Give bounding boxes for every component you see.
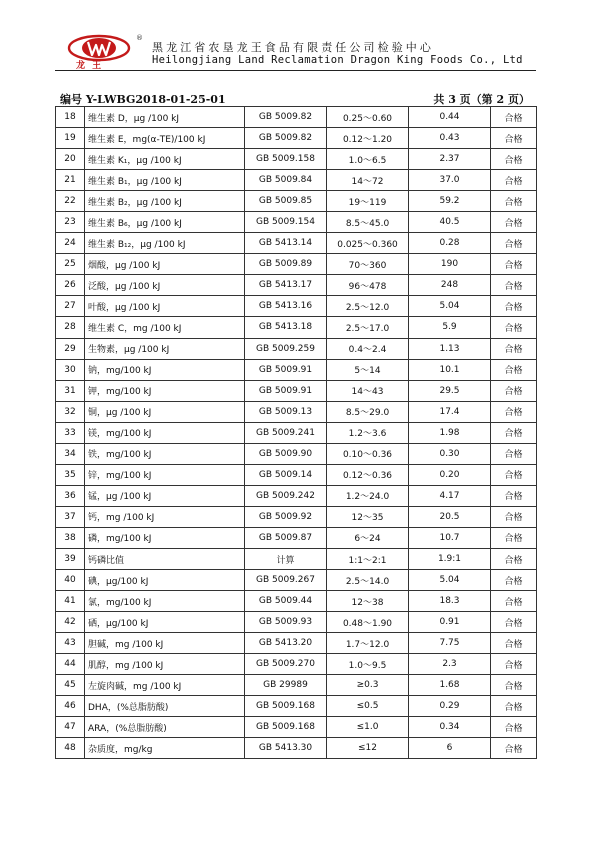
test-result-cell: 1.13 bbox=[409, 338, 491, 359]
test-result-cell: 0.29 bbox=[409, 696, 491, 717]
test-result-cell: 0.20 bbox=[409, 464, 491, 485]
verdict-cell: 合格 bbox=[491, 317, 537, 338]
test-method-cell: 计算 bbox=[245, 548, 327, 569]
verdict-cell: 合格 bbox=[491, 527, 537, 548]
test-result-cell: 2.37 bbox=[409, 149, 491, 170]
row-number-cell: 38 bbox=[56, 527, 85, 548]
test-result-cell: 190 bbox=[409, 254, 491, 275]
table-row bbox=[56, 464, 537, 485]
test-method-cell: GB 5009.259 bbox=[245, 338, 327, 359]
row-number-cell: 37 bbox=[56, 506, 85, 527]
table-row bbox=[56, 359, 537, 380]
row-number-cell: 39 bbox=[56, 548, 85, 569]
test-item-cell: 维生素 B₆，μg /100 kJ bbox=[85, 212, 245, 233]
verdict-cell: 合格 bbox=[491, 422, 537, 443]
test-method-cell: GB 5009.13 bbox=[245, 401, 327, 422]
standard-range-cell: 96～478 bbox=[327, 275, 409, 296]
test-result-cell: 40.5 bbox=[409, 212, 491, 233]
standard-range-cell: 0.10～0.36 bbox=[327, 443, 409, 464]
test-item-cell: 维生素 B₁₂，μg /100 kJ bbox=[85, 233, 245, 254]
standard-range-cell: 0.12～1.20 bbox=[327, 128, 409, 149]
standard-range-cell: 12～38 bbox=[327, 591, 409, 612]
verdict-cell: 合格 bbox=[491, 380, 537, 401]
table-body bbox=[56, 107, 537, 759]
row-number-cell: 24 bbox=[56, 233, 85, 254]
table-row bbox=[56, 717, 537, 738]
table-row bbox=[56, 548, 537, 569]
row-number-cell: 18 bbox=[56, 107, 85, 128]
test-method-cell: GB 5009.91 bbox=[245, 380, 327, 401]
row-number-cell: 46 bbox=[56, 696, 85, 717]
test-method-cell: GB 5413.20 bbox=[245, 633, 327, 654]
table-row bbox=[56, 401, 537, 422]
test-item-cell: 泛酸，μg /100 kJ bbox=[85, 275, 245, 296]
standard-range-cell: 8.5～29.0 bbox=[327, 401, 409, 422]
test-result-cell: 0.44 bbox=[409, 107, 491, 128]
test-result-cell: 20.5 bbox=[409, 506, 491, 527]
verdict-cell: 合格 bbox=[491, 191, 537, 212]
test-item-cell: 烟酸，μg /100 kJ bbox=[85, 254, 245, 275]
row-number-cell: 26 bbox=[56, 275, 85, 296]
row-number-cell: 33 bbox=[56, 422, 85, 443]
company-name-english: Heilongjiang Land Reclamation Dragon King Foods Co., Ltd bbox=[152, 54, 523, 66]
verdict-cell: 合格 bbox=[491, 717, 537, 738]
verdict-cell: 合格 bbox=[491, 506, 537, 527]
table-row bbox=[56, 696, 537, 717]
verdict-cell: 合格 bbox=[491, 359, 537, 380]
test-result-cell: 1.9:1 bbox=[409, 548, 491, 569]
test-result-cell: 0.34 bbox=[409, 717, 491, 738]
table-row bbox=[56, 570, 537, 591]
report-number: 编号 Y-LWBG2018-01-25-01 bbox=[60, 93, 226, 106]
standard-range-cell: 0.4～2.4 bbox=[327, 338, 409, 359]
row-number-cell: 31 bbox=[56, 380, 85, 401]
letterhead bbox=[66, 30, 536, 80]
test-item-cell: 维生素 D，μg /100 kJ bbox=[85, 107, 245, 128]
verdict-cell: 合格 bbox=[491, 654, 537, 675]
verdict-cell: 合格 bbox=[491, 464, 537, 485]
test-item-cell: 维生素 B₂，μg /100 kJ bbox=[85, 191, 245, 212]
table-row bbox=[56, 107, 537, 128]
table-row bbox=[56, 485, 537, 506]
row-number-cell: 45 bbox=[56, 675, 85, 696]
test-item-cell: 肌醇，mg /100 kJ bbox=[85, 654, 245, 675]
standard-range-cell: 8.5～45.0 bbox=[327, 212, 409, 233]
standard-range-cell: 6～24 bbox=[327, 527, 409, 548]
standard-range-cell: 1.0～9.5 bbox=[327, 654, 409, 675]
standard-range-cell: 5～14 bbox=[327, 359, 409, 380]
verdict-cell: 合格 bbox=[491, 443, 537, 464]
test-item-cell: 氯，mg/100 kJ bbox=[85, 591, 245, 612]
test-method-cell: GB 5009.158 bbox=[245, 149, 327, 170]
standard-range-cell: 0.12～0.36 bbox=[327, 464, 409, 485]
standard-range-cell: ≤0.5 bbox=[327, 696, 409, 717]
test-result-cell: 10.7 bbox=[409, 527, 491, 548]
row-number-cell: 44 bbox=[56, 654, 85, 675]
test-item-cell: 钙，mg /100 kJ bbox=[85, 506, 245, 527]
test-result-cell: 1.98 bbox=[409, 422, 491, 443]
verdict-cell: 合格 bbox=[491, 296, 537, 317]
test-item-cell: DHA，(%总脂肪酸) bbox=[85, 696, 245, 717]
table-row bbox=[56, 591, 537, 612]
standard-range-cell: 1.7～12.0 bbox=[327, 633, 409, 654]
test-result-cell: 59.2 bbox=[409, 191, 491, 212]
table-row bbox=[56, 633, 537, 654]
test-result-cell: 0.91 bbox=[409, 612, 491, 633]
test-item-cell: 磷，mg/100 kJ bbox=[85, 527, 245, 548]
standard-range-cell: 2.5～17.0 bbox=[327, 317, 409, 338]
standard-range-cell: 2.5～14.0 bbox=[327, 570, 409, 591]
row-number-cell: 40 bbox=[56, 570, 85, 591]
test-item-cell: 钾，mg/100 kJ bbox=[85, 380, 245, 401]
test-method-cell: GB 5009.90 bbox=[245, 443, 327, 464]
standard-range-cell: ≤12 bbox=[327, 738, 409, 759]
verdict-cell: 合格 bbox=[491, 570, 537, 591]
test-result-cell: 0.28 bbox=[409, 233, 491, 254]
standard-range-cell: 0.025～0.360 bbox=[327, 233, 409, 254]
row-number-cell: 25 bbox=[56, 254, 85, 275]
table-row bbox=[56, 506, 537, 527]
test-item-cell: 镁，mg/100 kJ bbox=[85, 422, 245, 443]
test-method-cell: GB 5009.267 bbox=[245, 570, 327, 591]
test-result-cell: 0.43 bbox=[409, 128, 491, 149]
verdict-cell: 合格 bbox=[491, 696, 537, 717]
verdict-cell: 合格 bbox=[491, 633, 537, 654]
test-result-cell: 18.3 bbox=[409, 591, 491, 612]
row-number-cell: 36 bbox=[56, 485, 85, 506]
test-method-cell: GB 5009.92 bbox=[245, 506, 327, 527]
verdict-cell: 合格 bbox=[491, 591, 537, 612]
test-item-cell: 钙磷比值 bbox=[85, 548, 245, 569]
test-method-cell: GB 5413.17 bbox=[245, 275, 327, 296]
row-number-cell: 22 bbox=[56, 191, 85, 212]
header-divider bbox=[55, 70, 536, 71]
verdict-cell: 合格 bbox=[491, 254, 537, 275]
test-item-cell: 生物素，μg /100 kJ bbox=[85, 338, 245, 359]
test-item-cell: 钠，mg/100 kJ bbox=[85, 359, 245, 380]
row-number-cell: 21 bbox=[56, 170, 85, 191]
standard-range-cell: 1.2～3.6 bbox=[327, 422, 409, 443]
test-item-cell: 维生素 B₁，μg /100 kJ bbox=[85, 170, 245, 191]
test-method-cell: GB 5009.154 bbox=[245, 212, 327, 233]
test-method-cell: GB 5009.89 bbox=[245, 254, 327, 275]
verdict-cell: 合格 bbox=[491, 738, 537, 759]
row-number-cell: 23 bbox=[56, 212, 85, 233]
standard-range-cell: 1:1～2:1 bbox=[327, 548, 409, 569]
test-item-cell: 硒，μg/100 kJ bbox=[85, 612, 245, 633]
standard-range-cell: ≤1.0 bbox=[327, 717, 409, 738]
row-number-cell: 20 bbox=[56, 149, 85, 170]
standard-range-cell: 1.2～24.0 bbox=[327, 485, 409, 506]
standard-range-cell: ≥0.3 bbox=[327, 675, 409, 696]
verdict-cell: 合格 bbox=[491, 149, 537, 170]
test-result-cell: 2.3 bbox=[409, 654, 491, 675]
test-method-cell: GB 5009.91 bbox=[245, 359, 327, 380]
row-number-cell: 41 bbox=[56, 591, 85, 612]
test-result-cell: 7.75 bbox=[409, 633, 491, 654]
row-number-cell: 30 bbox=[56, 359, 85, 380]
table-row bbox=[56, 654, 537, 675]
test-result-cell: 10.1 bbox=[409, 359, 491, 380]
table-row bbox=[56, 191, 537, 212]
test-results-table bbox=[55, 106, 537, 759]
registered-mark: ® bbox=[136, 34, 143, 42]
page-indicator: 共 3 页（第 2 页） bbox=[433, 93, 530, 106]
test-item-cell: 杂质度，mg/kg bbox=[85, 738, 245, 759]
row-number-cell: 42 bbox=[56, 612, 85, 633]
test-method-cell: GB 5009.270 bbox=[245, 654, 327, 675]
logo-wordmark: 龙 王 bbox=[76, 61, 104, 71]
test-item-cell: 碘，μg/100 kJ bbox=[85, 570, 245, 591]
standard-range-cell: 0.48～1.90 bbox=[327, 612, 409, 633]
test-result-cell: 248 bbox=[409, 275, 491, 296]
test-result-cell: 17.4 bbox=[409, 401, 491, 422]
table-row bbox=[56, 443, 537, 464]
test-result-cell: 37.0 bbox=[409, 170, 491, 191]
test-method-cell: GB 5009.84 bbox=[245, 170, 327, 191]
verdict-cell: 合格 bbox=[491, 612, 537, 633]
table-row bbox=[56, 422, 537, 443]
verdict-cell: 合格 bbox=[491, 128, 537, 149]
standard-range-cell: 2.5～12.0 bbox=[327, 296, 409, 317]
test-method-cell: GB 5009.168 bbox=[245, 696, 327, 717]
table-row bbox=[56, 612, 537, 633]
test-result-cell: 29.5 bbox=[409, 380, 491, 401]
test-method-cell: GB 5413.16 bbox=[245, 296, 327, 317]
standard-range-cell: 70～360 bbox=[327, 254, 409, 275]
standard-range-cell: 12～35 bbox=[327, 506, 409, 527]
test-method-cell: GB 5009.93 bbox=[245, 612, 327, 633]
test-item-cell: 维生素 K₁，μg /100 kJ bbox=[85, 149, 245, 170]
table-row bbox=[56, 170, 537, 191]
test-method-cell: GB 5009.168 bbox=[245, 717, 327, 738]
test-item-cell: 铁，mg/100 kJ bbox=[85, 443, 245, 464]
test-result-cell: 1.68 bbox=[409, 675, 491, 696]
verdict-cell: 合格 bbox=[491, 233, 537, 254]
test-method-cell: GB 5413.18 bbox=[245, 317, 327, 338]
table-row bbox=[56, 317, 537, 338]
test-item-cell: 锰，μg /100 kJ bbox=[85, 485, 245, 506]
test-method-cell: GB 5009.242 bbox=[245, 485, 327, 506]
row-number-cell: 29 bbox=[56, 338, 85, 359]
row-number-cell: 19 bbox=[56, 128, 85, 149]
standard-range-cell: 0.25～0.60 bbox=[327, 107, 409, 128]
test-item-cell: 维生素 E，mg(α-TE)/100 kJ bbox=[85, 128, 245, 149]
test-method-cell: GB 5413.14 bbox=[245, 233, 327, 254]
table-row bbox=[56, 338, 537, 359]
test-item-cell: 维生素 C，mg /100 kJ bbox=[85, 317, 245, 338]
test-method-cell: GB 5009.14 bbox=[245, 464, 327, 485]
table-row bbox=[56, 212, 537, 233]
verdict-cell: 合格 bbox=[491, 107, 537, 128]
test-item-cell: 左旋肉碱，mg /100 kJ bbox=[85, 675, 245, 696]
verdict-cell: 合格 bbox=[491, 212, 537, 233]
test-method-cell: GB 5009.85 bbox=[245, 191, 327, 212]
row-number-cell: 48 bbox=[56, 738, 85, 759]
table-row bbox=[56, 275, 537, 296]
test-result-cell: 0.30 bbox=[409, 443, 491, 464]
row-number-cell: 47 bbox=[56, 717, 85, 738]
test-method-cell: GB 5413.30 bbox=[245, 738, 327, 759]
test-method-cell: GB 5009.82 bbox=[245, 128, 327, 149]
test-result-cell: 5.04 bbox=[409, 296, 491, 317]
test-method-cell: GB 5009.241 bbox=[245, 422, 327, 443]
row-number-cell: 34 bbox=[56, 443, 85, 464]
test-method-cell: GB 5009.82 bbox=[245, 107, 327, 128]
test-method-cell: GB 5009.44 bbox=[245, 591, 327, 612]
verdict-cell: 合格 bbox=[491, 401, 537, 422]
company-name-chinese: 黑龙江省农垦龙王食品有限责任公司检验中心 bbox=[152, 41, 434, 54]
table-row bbox=[56, 149, 537, 170]
test-item-cell: 铜，μg /100 kJ bbox=[85, 401, 245, 422]
test-method-cell: GB 29989 bbox=[245, 675, 327, 696]
row-number-cell: 28 bbox=[56, 317, 85, 338]
test-result-cell: 4.17 bbox=[409, 485, 491, 506]
verdict-cell: 合格 bbox=[491, 485, 537, 506]
row-number-cell: 35 bbox=[56, 464, 85, 485]
table-row bbox=[56, 128, 537, 149]
table-row bbox=[56, 380, 537, 401]
standard-range-cell: 14～72 bbox=[327, 170, 409, 191]
row-number-cell: 32 bbox=[56, 401, 85, 422]
table-row bbox=[56, 675, 537, 696]
test-item-cell: ARA，(%总脂肪酸) bbox=[85, 717, 245, 738]
verdict-cell: 合格 bbox=[491, 548, 537, 569]
test-item-cell: 叶酸，μg /100 kJ bbox=[85, 296, 245, 317]
table-row bbox=[56, 296, 537, 317]
test-result-cell: 5.04 bbox=[409, 570, 491, 591]
row-number-cell: 43 bbox=[56, 633, 85, 654]
table-row bbox=[56, 233, 537, 254]
table-row bbox=[56, 527, 537, 548]
standard-range-cell: 14～43 bbox=[327, 380, 409, 401]
verdict-cell: 合格 bbox=[491, 675, 537, 696]
test-result-cell: 5.9 bbox=[409, 317, 491, 338]
table-row bbox=[56, 254, 537, 275]
verdict-cell: 合格 bbox=[491, 275, 537, 296]
test-result-cell: 6 bbox=[409, 738, 491, 759]
report-meta bbox=[60, 91, 530, 105]
test-method-cell: GB 5009.87 bbox=[245, 527, 327, 548]
verdict-cell: 合格 bbox=[491, 338, 537, 359]
table-row bbox=[56, 738, 537, 759]
test-item-cell: 锌，mg/100 kJ bbox=[85, 464, 245, 485]
test-item-cell: 胆碱，mg /100 kJ bbox=[85, 633, 245, 654]
standard-range-cell: 19～119 bbox=[327, 191, 409, 212]
standard-range-cell: 1.0～6.5 bbox=[327, 149, 409, 170]
row-number-cell: 27 bbox=[56, 296, 85, 317]
verdict-cell: 合格 bbox=[491, 170, 537, 191]
